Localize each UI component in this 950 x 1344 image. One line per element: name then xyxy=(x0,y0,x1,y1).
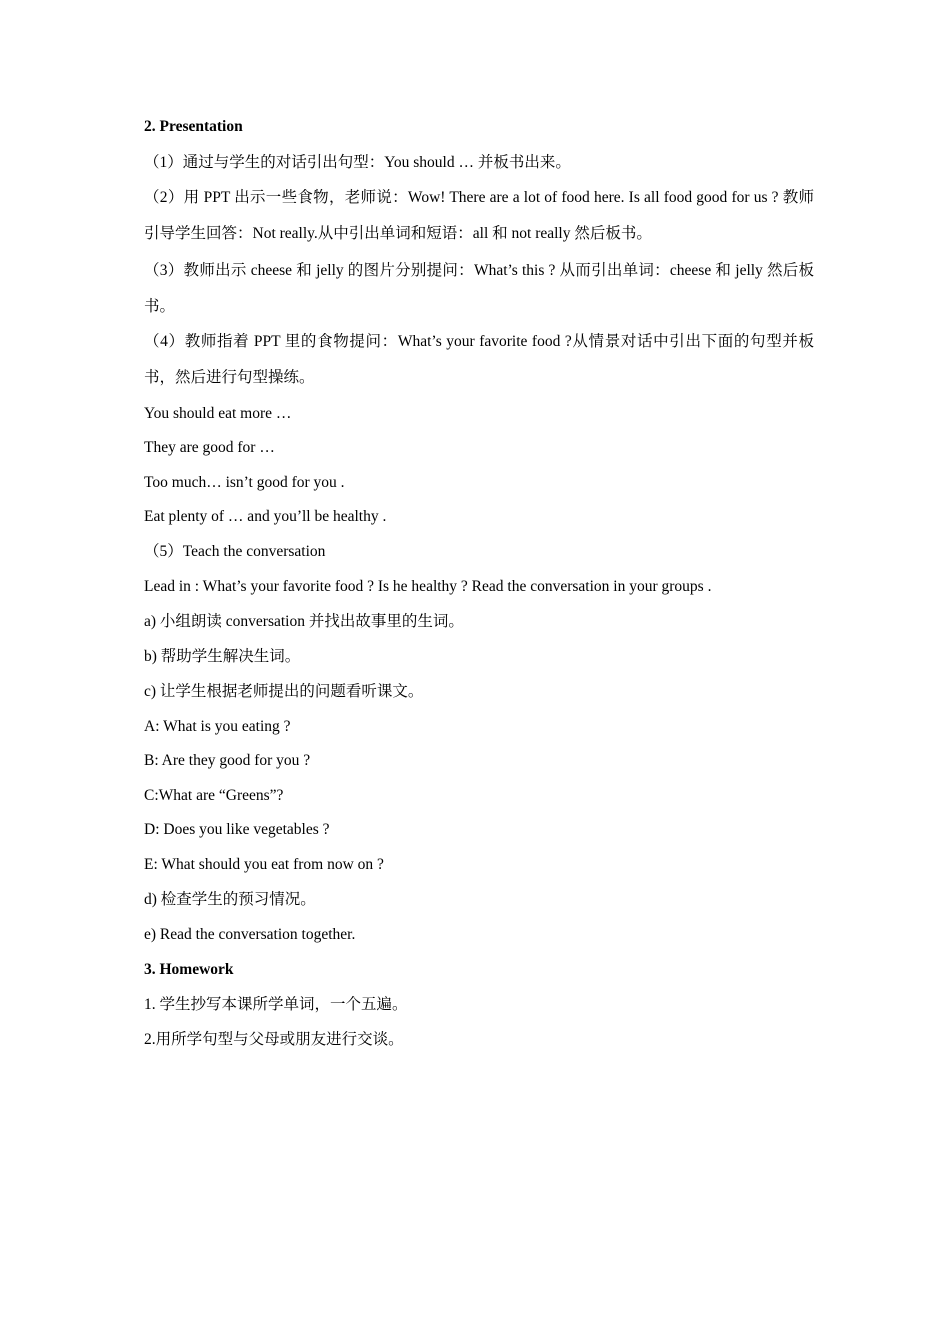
sub-step-b: b) 帮助学生解决生词。 xyxy=(144,648,301,665)
lead-in-text: Lead in : What’s your favorite food ? Is he healthy ? Read the conversation in your groups . xyxy=(144,578,712,595)
homework-item: 1. 学生抄写本课所学单词，一个五遍。 xyxy=(144,996,408,1013)
question-line: C:What are “Greens”? xyxy=(144,787,284,804)
question-line: D: Does you like vegetables ? xyxy=(144,821,330,838)
presentation-step-4: （4）教师指着 PPT 里的食物提问：What’s your favorite food ?从情景对话中引出下面的句型并板书，然后进行句型操练。 xyxy=(144,333,814,386)
question-line: E: What should you eat from now on ? xyxy=(144,856,384,873)
sentence-pattern: Too much… isn’t good for you . xyxy=(144,474,345,491)
presentation-step-1: （1）通过与学生的对话引出句型：You should … 并板书出来。 xyxy=(144,154,571,171)
presentation-step-2: （2）用 PPT 出示一些食物，老师说：Wow! There are a lot of food here. Is all food good for us ? 教师引导学生回答：Not really.从中引出单词和短语：all 和 not really 然后板书。 xyxy=(144,189,814,242)
sub-step-c: c) 让学生根据老师提出的问题看听课文。 xyxy=(144,683,424,700)
section-heading-homework: 3. Homework xyxy=(144,961,234,978)
sentence-pattern: Eat plenty of … and you’ll be healthy . xyxy=(144,508,387,525)
presentation-step-5: （5）Teach the conversation xyxy=(144,543,326,560)
sentence-pattern: You should eat more … xyxy=(144,405,292,422)
sentence-pattern: They are good for … xyxy=(144,439,275,456)
question-line: B: Are they good for you ? xyxy=(144,752,311,769)
sub-step-a: a) 小组朗读 conversation 并找出故事里的生词。 xyxy=(144,613,464,630)
homework-item: 2.用所学句型与父母或朋友进行交谈。 xyxy=(144,1031,404,1048)
presentation-step-3: （3）教师出示 cheese 和 jelly 的图片分别提问：What’s this ? 从而引出单词：cheese 和 jelly 然后板书。 xyxy=(144,262,814,315)
section-heading-presentation: 2. Presentation xyxy=(144,118,243,135)
sub-step-e: e) Read the conversation together. xyxy=(144,926,356,943)
question-line: A: What is you eating ? xyxy=(144,718,291,735)
sub-step-d: d) 检查学生的预习情况。 xyxy=(144,891,316,908)
